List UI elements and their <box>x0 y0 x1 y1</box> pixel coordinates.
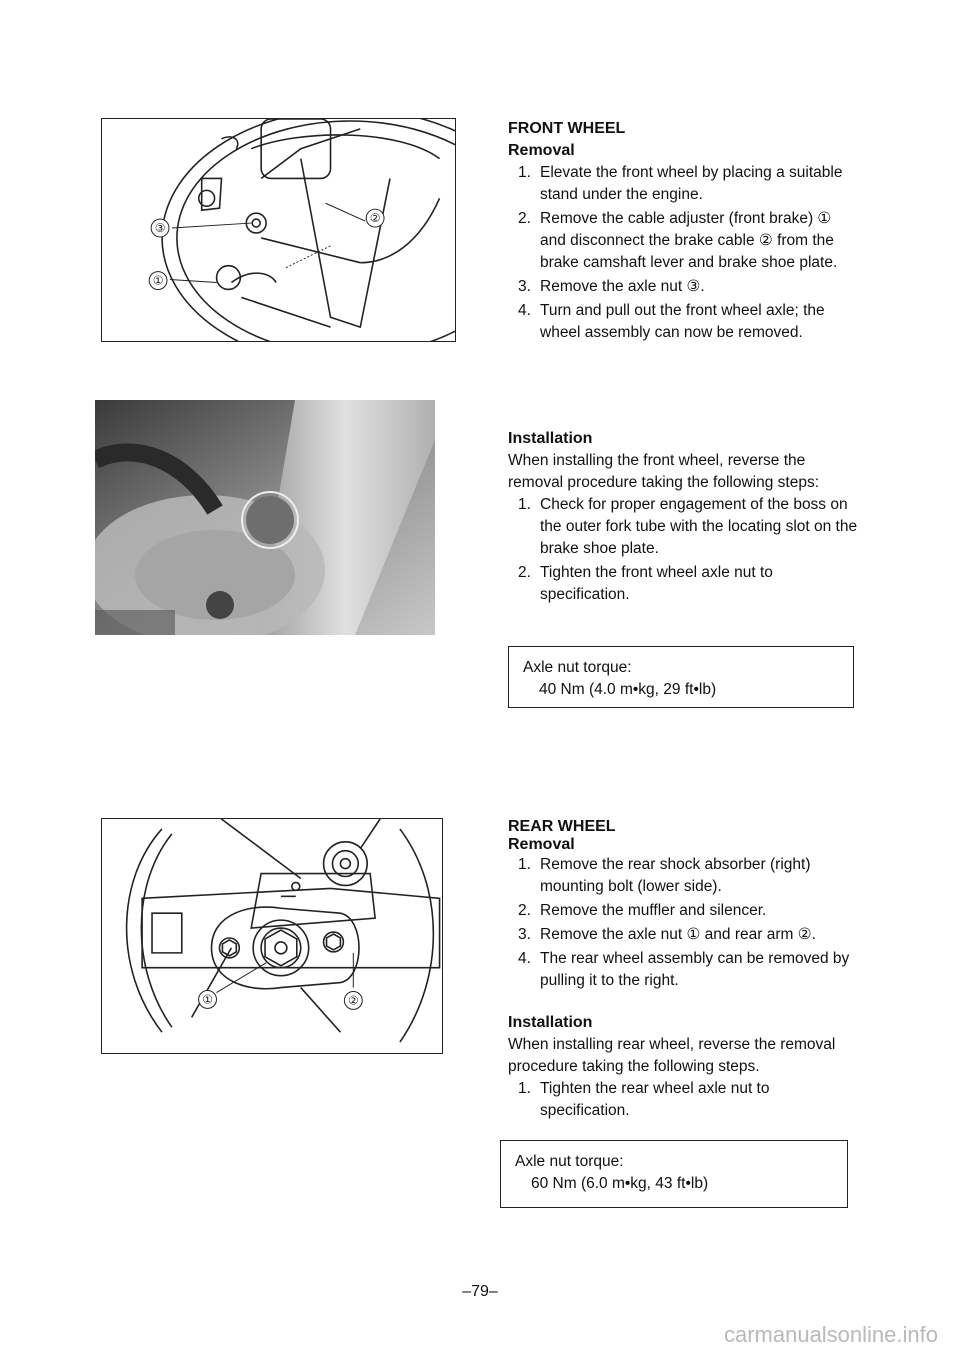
list-item: 1. Elevate the front wheel by placing a suitable stand under the engine. <box>518 164 843 203</box>
list-item: 2. Remove the cable adjuster (front brake) ① and disconnect the brake cable ② from the brake camshaft lever and brake shoe plate. <box>518 210 838 271</box>
rear-wheel-diagram <box>101 818 443 1054</box>
front-wheel-photo <box>95 400 435 635</box>
front-installation-steps <box>508 494 858 606</box>
rear-installation-heading: Installation <box>508 1014 593 1031</box>
list-item: 1. Remove the rear shock absorber (right) mounting bolt (lower side). <box>518 856 811 895</box>
front-axle-torque-spec <box>508 646 854 708</box>
spec-value: 40 Nm (4.0 m•kg, 29 ft•lb) <box>539 681 717 698</box>
front-installation-intro: When installing the front wheel, reverse the removal procedure taking the following steps: <box>508 452 820 491</box>
list-item: 3. Remove the axle nut ① and rear arm ②. <box>518 926 816 943</box>
spec-value: 60 Nm (6.0 m•kg, 43 ft•lb) <box>531 1175 709 1192</box>
list-item: 3. Remove the axle nut ③. <box>518 278 705 295</box>
rear-removal-steps <box>508 854 858 992</box>
callout-2: ② <box>347 993 359 1008</box>
page-number: –79– <box>462 1283 498 1300</box>
front-wheel-installation-section <box>508 428 858 608</box>
list-item: 1. Tighten the rear wheel axle nut to specification. <box>518 1080 770 1119</box>
front-brake-diagram <box>101 118 456 342</box>
callout-1: ① <box>202 992 213 1007</box>
rear-axle-torque-spec <box>500 1140 848 1208</box>
rear-installation-intro: When installing rear wheel, reverse the removal procedure taking the following steps. <box>508 1036 836 1075</box>
front-wheel-photo-image <box>95 400 435 635</box>
front-installation-heading: Installation <box>508 430 593 447</box>
rear-removal-heading: Removal <box>508 836 575 853</box>
list-item: 4. Turn and pull out the front wheel axle; the wheel assembly can now be removed. <box>518 302 825 341</box>
list-item: 4. The rear wheel assembly can be removed by pulling it to the right. <box>518 950 850 989</box>
list-item: 1. Check for proper engagement of the boss on the outer fork tube with the locating slot on the brake shoe plate. <box>518 496 858 557</box>
callout-2: ② <box>369 211 381 226</box>
spec-label: Axle nut torque: <box>523 659 632 676</box>
front-wheel-title: FRONT WHEEL <box>508 120 626 137</box>
rear-wheel-title: REAR WHEEL <box>508 818 616 835</box>
front-wheel-removal-section <box>508 118 858 346</box>
callout-3: ③ <box>154 220 166 235</box>
front-removal-steps <box>508 162 858 344</box>
list-item: 2. Tighten the front wheel axle nut to specification. <box>518 564 773 603</box>
rear-wheel-installation-section <box>508 1012 858 1124</box>
watermark: carmanualsonline.info <box>723 1322 938 1347</box>
list-item: 2. Remove the muffler and silencer. <box>518 902 767 919</box>
spec-label: Axle nut torque: <box>515 1153 624 1170</box>
rear-wheel-drawing <box>102 819 442 1053</box>
front-removal-heading: Removal <box>508 142 575 159</box>
rear-installation-steps <box>508 1078 858 1122</box>
front-brake-drawing <box>102 119 455 341</box>
rear-wheel-removal-section <box>508 818 858 994</box>
callout-1: ① <box>152 273 164 288</box>
